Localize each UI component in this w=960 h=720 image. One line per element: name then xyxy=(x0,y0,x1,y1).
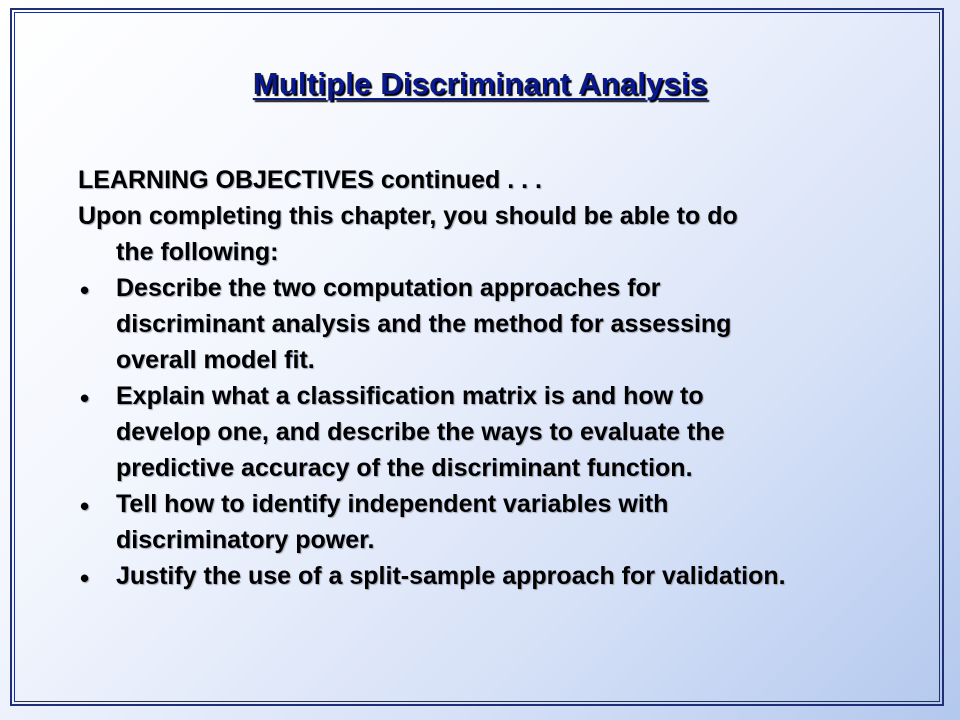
bullet-icon: • xyxy=(80,563,90,593)
intro-text-line-1: Upon completing this chapter, you should be able to do xyxy=(78,202,738,230)
bullet-2-line-3: predictive accuracy of the discriminant function. xyxy=(116,454,693,482)
bullet-1-line-2: discriminant analysis and the method for assessing xyxy=(116,310,732,338)
intro-text-line-2: the following: xyxy=(116,238,279,266)
bullet-2-line-2: develop one, and describe the ways to evaluate the xyxy=(116,418,725,446)
bullet-4-line-1: Justify the use of a split-sample approach for validation. xyxy=(116,562,786,590)
slide-title: Multiple Discriminant Analysis xyxy=(252,66,708,101)
bullet-2-line-1: Explain what a classification matrix is and how to xyxy=(116,382,704,410)
objectives-heading: LEARNING OBJECTIVES continued . . . xyxy=(78,166,542,194)
bullet-item-2 xyxy=(78,378,878,486)
bullet-1-line-3: overall model fit. xyxy=(116,346,315,374)
bullet-3-line-1: Tell how to identify independent variables with xyxy=(116,490,669,518)
bullet-icon: • xyxy=(80,491,90,521)
bullet-item-3 xyxy=(78,486,878,558)
bullet-item-4 xyxy=(78,558,878,594)
bullet-1-line-1: Describe the two computation approaches for xyxy=(116,274,661,302)
slide-body xyxy=(78,162,878,594)
bullet-item-1 xyxy=(78,270,878,378)
bullet-3-line-2: discriminatory power. xyxy=(116,526,375,554)
bullet-icon: • xyxy=(80,383,90,413)
bullet-icon: • xyxy=(80,275,90,305)
